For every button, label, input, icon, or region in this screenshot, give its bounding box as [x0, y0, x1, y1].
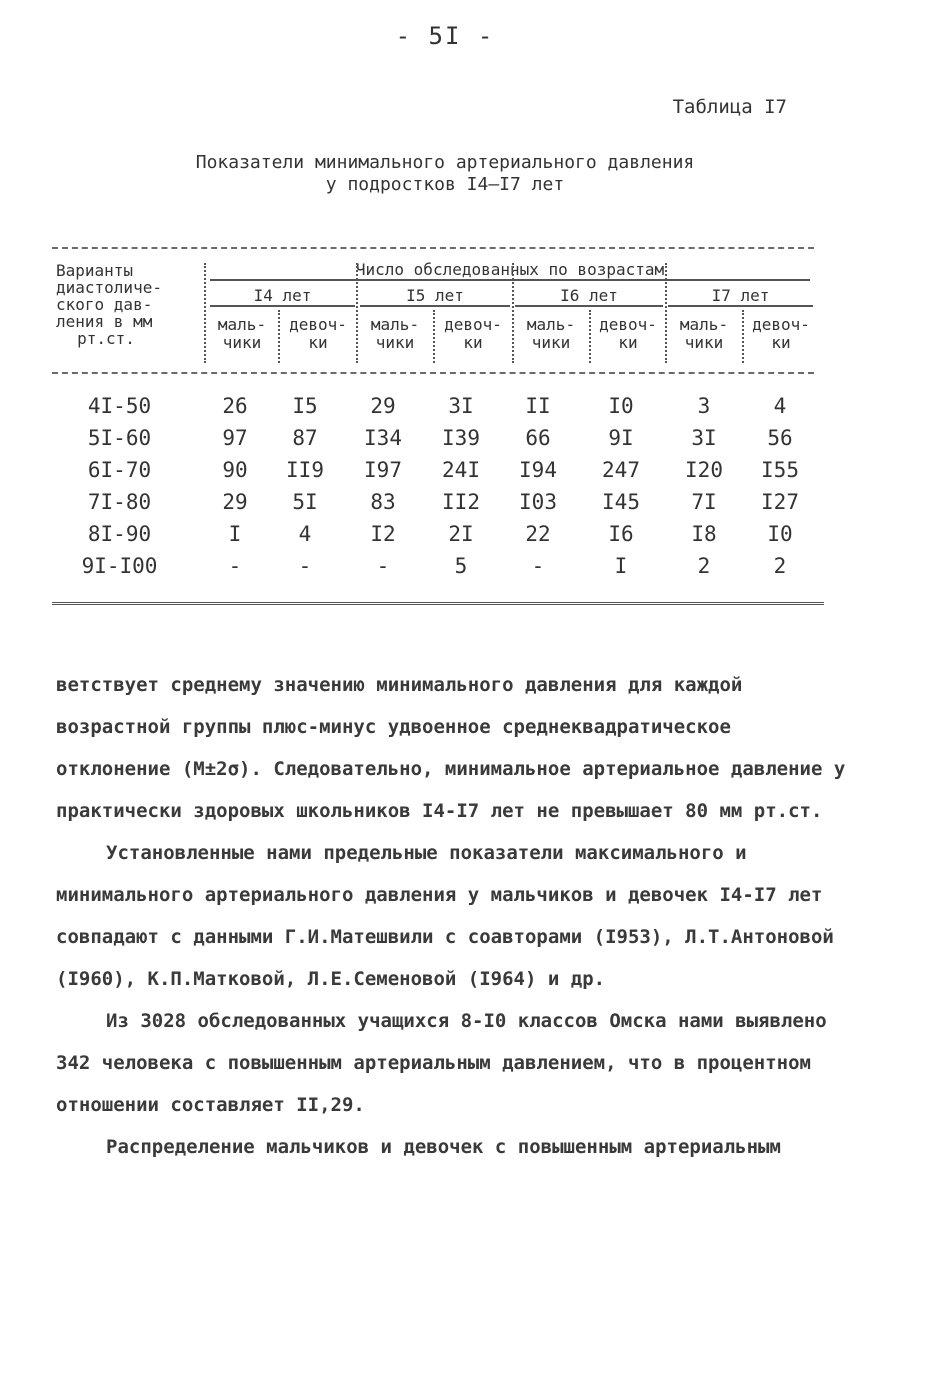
header-text: чики: [375, 333, 415, 352]
table-label: Таблица I7: [672, 96, 787, 118]
subheader-girls: [281, 316, 355, 352]
value-cell: I39: [442, 426, 480, 450]
header-text: маль-: [217, 315, 267, 334]
table-title-line: у подростков I4–I7 лет: [325, 174, 565, 195]
table-top-rule: [52, 247, 814, 249]
value-cell: -: [298, 554, 312, 578]
value-cell: 26: [222, 394, 248, 418]
age-header: I4 лет: [210, 286, 355, 307]
variants-header: [56, 262, 206, 347]
value-cell: 29: [370, 394, 396, 418]
value-cell: I34: [364, 426, 402, 450]
header-text: диастоличе-: [56, 278, 162, 297]
paragraph: Распределение мальчиков и девочек с повышенным артериальным: [106, 1136, 781, 1158]
header-text: ки: [463, 333, 483, 352]
value-cell: 87: [292, 426, 318, 450]
value-cell: II9: [286, 458, 324, 482]
header-text: Варианты: [56, 261, 134, 280]
value-cell: I0: [608, 394, 634, 418]
range-cell: 8I-90: [87, 522, 152, 546]
table-row: [52, 554, 832, 586]
value-cell: 7I: [691, 490, 717, 514]
value-cell: 247: [602, 458, 640, 482]
value-cell: 4: [298, 522, 312, 546]
header-text: ского дав-: [56, 295, 153, 314]
age-header: I7 лет: [668, 286, 813, 307]
header-text: ления в мм: [56, 312, 153, 331]
range-cell: 9I-I00: [81, 554, 158, 578]
subheader-boys: [358, 316, 432, 352]
value-cell: -: [376, 554, 390, 578]
value-cell: 3I: [448, 394, 474, 418]
value-cell: 9I: [608, 426, 634, 450]
table-row: [52, 458, 832, 490]
age-header: I6 лет: [515, 286, 663, 307]
value-cell: 90: [222, 458, 248, 482]
value-cell: 24I: [442, 458, 480, 482]
range-cell: 5I-60: [87, 426, 152, 450]
table-row: [52, 426, 832, 458]
header-text: маль-: [526, 315, 576, 334]
value-cell: I5: [292, 394, 318, 418]
header-bottom-rule: [52, 372, 814, 374]
value-cell: I27: [761, 490, 799, 514]
value-cell: I6: [608, 522, 634, 546]
value-cell: 22: [525, 522, 551, 546]
value-cell: 56: [767, 426, 793, 450]
value-cell: II2: [442, 490, 480, 514]
header-text: рт.ст.: [77, 329, 135, 348]
table-row: [52, 490, 832, 522]
value-cell: -: [531, 554, 545, 578]
value-cell: 2: [773, 554, 787, 578]
body-text: [56, 664, 846, 1168]
count-header: Число обследованных по возрастам: [210, 261, 810, 281]
value-cell: 3I: [691, 426, 717, 450]
paragraph: ветствует среднему значению минимального давления для каждой возрастной группы плюс-минус удвоенное среднеквадратическое отклонение (M±2σ). Следовательно, минимальное артериальное давление у практически здоровых школьников I4-I7 лет не превышает 80 мм рт.ст.: [56, 674, 846, 822]
header-text: девоч-: [599, 315, 657, 334]
value-cell: I8: [691, 522, 717, 546]
table-row: [52, 394, 832, 426]
value-cell: 66: [525, 426, 551, 450]
table-title: [0, 152, 890, 196]
page-number: - 5I -: [395, 22, 495, 50]
range-cell: 7I-80: [87, 490, 152, 514]
value-cell: I03: [519, 490, 557, 514]
header-text: девоч-: [289, 315, 347, 334]
range-cell: 6I-70: [87, 458, 152, 482]
value-cell: 29: [222, 490, 248, 514]
value-cell: I45: [602, 490, 640, 514]
value-cell: 97: [222, 426, 248, 450]
header-text: маль-: [679, 315, 729, 334]
header-text: девоч-: [752, 315, 810, 334]
subheader-girls: [436, 316, 510, 352]
table-row: [52, 522, 832, 554]
age-header: I5 лет: [360, 286, 510, 307]
subheader-boys: [514, 316, 588, 352]
value-cell: I: [228, 522, 242, 546]
range-cell: 4I-50: [87, 394, 152, 418]
value-cell: 2: [697, 554, 711, 578]
subheader-girls: [591, 316, 665, 352]
value-cell: -: [228, 554, 242, 578]
value-cell: II: [525, 394, 551, 418]
value-cell: I: [614, 554, 628, 578]
table-title-line: Показатели минимального артериального давления: [195, 152, 695, 173]
column-separator: [433, 310, 435, 363]
value-cell: I94: [519, 458, 557, 482]
header-text: девоч-: [444, 315, 502, 334]
subheader-boys: [667, 316, 741, 352]
value-cell: 5I: [292, 490, 318, 514]
value-cell: I0: [767, 522, 793, 546]
header-text: чики: [222, 333, 262, 352]
value-cell: I2: [370, 522, 396, 546]
value-cell: 3: [697, 394, 711, 418]
column-separator: [278, 310, 280, 363]
value-cell: I97: [364, 458, 402, 482]
table-bottom-rule: [52, 602, 824, 605]
value-cell: I55: [761, 458, 799, 482]
header-text: чики: [684, 333, 724, 352]
header-text: ки: [618, 333, 638, 352]
value-cell: 5: [454, 554, 468, 578]
header-text: ки: [771, 333, 791, 352]
header-text: чики: [531, 333, 571, 352]
value-cell: 4: [773, 394, 787, 418]
paragraph: Установленные нами предельные показатели максимального и минимального артериального давления у мальчиков и девочек I4-I7 лет совпадают с данными Г.И.Матешвили с соавторами (I953), Л.Т.Антоновой (I960), К.П.Матковой, Л.Е.Семеновой (I964) и др.: [56, 842, 834, 990]
header-text: ки: [308, 333, 328, 352]
value-cell: I20: [685, 458, 723, 482]
paragraph: Из 3028 обследованных учащихся 8-I0 классов Омска нами выявлено 342 человека с повышенным артериальным давлением, что в процентном отношении составляет II,29.: [56, 1010, 827, 1116]
header-text: маль-: [370, 315, 420, 334]
value-cell: 2I: [448, 522, 474, 546]
subheader-girls: [744, 316, 818, 352]
subheader-boys: [206, 316, 278, 352]
value-cell: 83: [370, 490, 396, 514]
